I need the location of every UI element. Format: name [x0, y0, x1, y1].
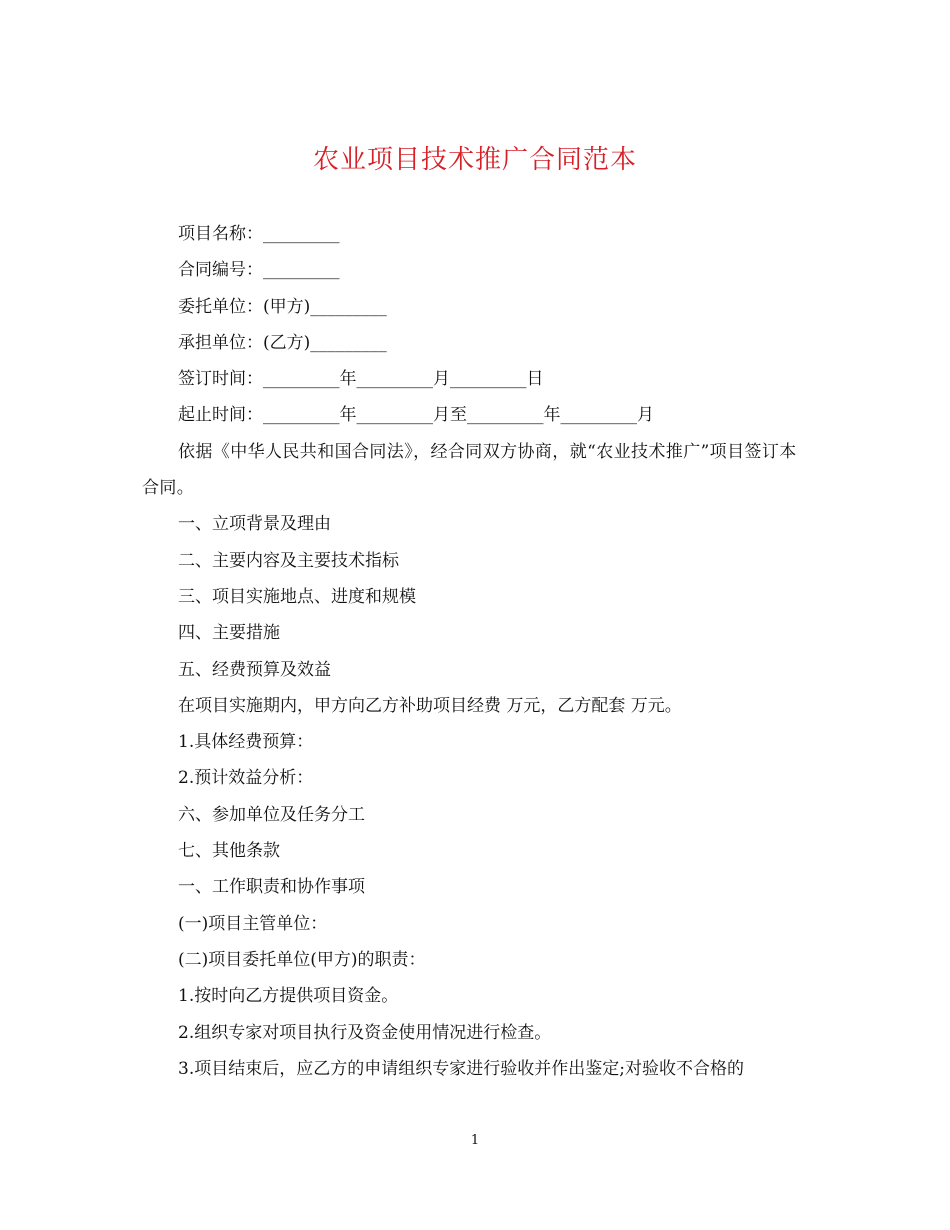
section-heading-3: 三、项目实施地点、进度和规模: [178, 586, 416, 607]
field-client-party-a: 委托单位：(甲方)_________: [178, 296, 387, 317]
section-heading-5: 五、经费预算及效益: [178, 659, 331, 680]
list-item-duty-2: 2.组织专家对项目执行及资金使用情况进行检查。: [178, 1022, 552, 1043]
page-number: 1: [470, 1133, 480, 1148]
document-title: 农业项目技术推广合同范本: [312, 145, 637, 175]
paragraph-basis: 依据《中华人民共和国合同法》，经合同双方协商，就“农业技术推广”项目签订本合同。: [142, 441, 797, 499]
section-heading-2: 二、主要内容及主要技术指标: [178, 550, 399, 571]
field-signing-date: 签订时间：_________年_________月_________日: [178, 369, 544, 390]
list-item-budget: 1.具体经费预算：: [178, 732, 314, 753]
paragraph-funding: 在项目实施期内，甲方向乙方补助项目经费 万元，乙方配套 万元。: [178, 695, 682, 716]
list-item-duty-1: 1.按时向乙方提供项目资金。: [178, 986, 399, 1007]
subsection-party-a-duties: (二)项目委托单位(甲方)的职责：: [178, 949, 426, 970]
section-heading-duties: 一、工作职责和协作事项: [178, 877, 365, 898]
section-heading-6: 六、参加单位及任务分工: [178, 804, 365, 825]
field-contractor-party-b: 承担单位：(乙方)_________: [178, 332, 387, 353]
list-item-duty-3: 3.项目结束后，应乙方的申请组织专家进行验收并作出鉴定;对验收不合格的: [178, 1058, 744, 1079]
section-heading-4: 四、主要措施: [178, 623, 280, 644]
section-heading-7: 七、其他条款: [178, 841, 280, 862]
subsection-supervisor: (一)项目主管单位：: [178, 913, 328, 934]
document-body: [142, 216, 812, 1087]
list-item-benefit: 2.预计效益分析：: [178, 768, 314, 789]
field-project-name: 项目名称：_________: [178, 224, 340, 244]
field-contract-number: 合同编号：_________: [178, 260, 340, 281]
field-duration: 起止时间：_________年_________月至_________年_________月: [178, 405, 654, 426]
section-heading-1: 一、立项背景及理由: [178, 514, 331, 535]
